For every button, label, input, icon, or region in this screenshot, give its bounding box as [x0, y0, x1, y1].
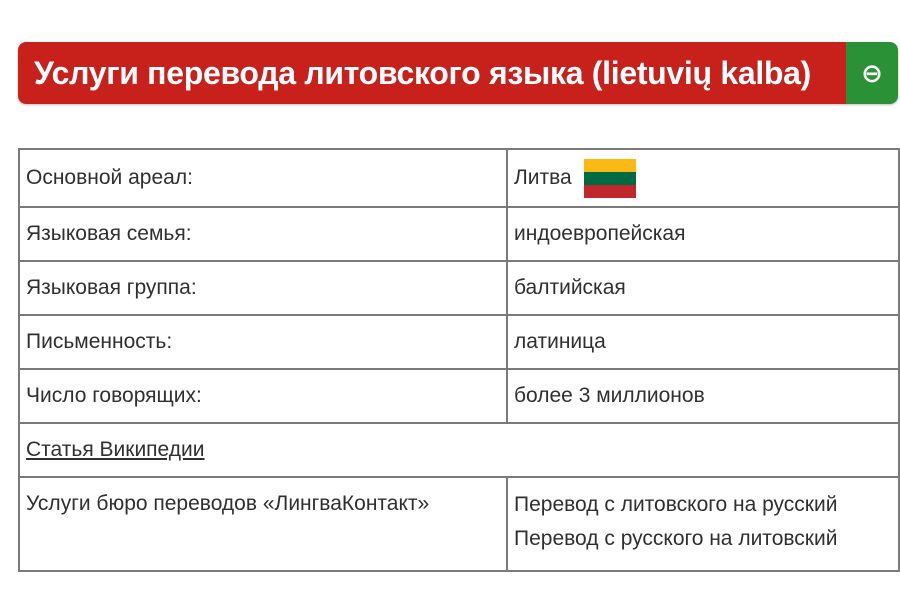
- language-info-table: [18, 148, 900, 572]
- row-value-area: [507, 149, 899, 207]
- row-label-group: Языковая группа:: [19, 261, 507, 315]
- section-header: [18, 42, 898, 104]
- country-name: Литва: [514, 165, 572, 189]
- table-row: [19, 423, 899, 477]
- row-value-script: латиница: [507, 315, 899, 369]
- row-value-group: балтийская: [507, 261, 899, 315]
- service-link-ru-lt[interactable]: Перевод с русского на литовский: [514, 527, 838, 550]
- row-label-speakers: Число говорящих:: [19, 369, 507, 423]
- services-links: [507, 477, 899, 571]
- row-label-area: Основной ареал:: [19, 149, 507, 207]
- wikipedia-link[interactable]: Статья Википедии: [26, 438, 205, 461]
- table-row: [19, 369, 899, 423]
- table-row: [19, 207, 899, 261]
- row-label-family: Языковая семья:: [19, 207, 507, 261]
- table-row: [19, 315, 899, 369]
- service-link-lt-ru[interactable]: Перевод с литовского на русский: [514, 493, 838, 516]
- collapse-icon[interactable]: ⊖: [846, 42, 898, 104]
- table-row: [19, 149, 899, 207]
- table-row: [19, 261, 899, 315]
- row-value-speakers: более 3 миллионов: [507, 369, 899, 423]
- lithuania-flag-icon: [584, 159, 636, 198]
- row-label-script: Письменность:: [19, 315, 507, 369]
- services-label: Услуги бюро переводов «ЛингваКонтакт»: [19, 477, 507, 571]
- wiki-cell: [19, 423, 899, 477]
- row-value-family: индоевропейская: [507, 207, 899, 261]
- table-row: [19, 477, 899, 571]
- section-title: Услуги перевода литовского языка (lietuvių kalba): [18, 42, 846, 104]
